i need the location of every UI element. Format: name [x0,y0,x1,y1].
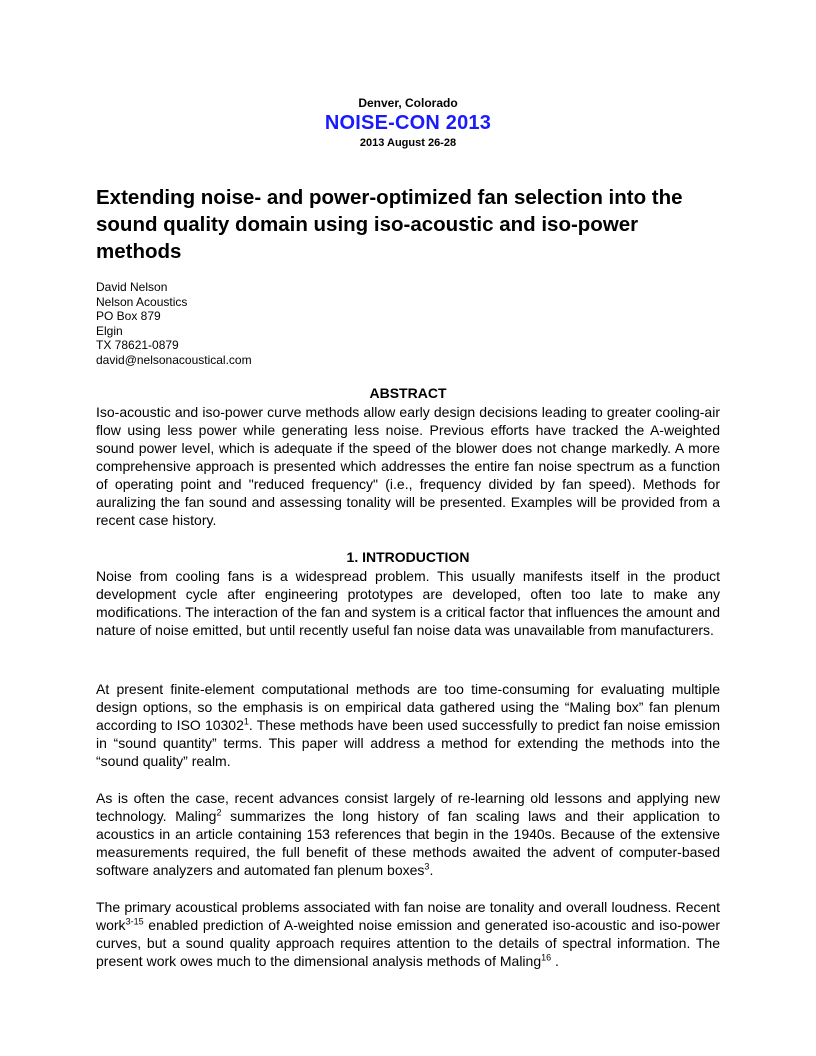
citation-3: 3 [424,861,430,872]
intro-p4-text-a: The primary acoustical problems associated with fan noise are tonality and overall loudness. Recent work [96,899,720,933]
abstract-heading: ABSTRACT [369,385,447,401]
citation-16: 16 [541,952,552,963]
intro-p4-text-b: enabled prediction of A-weighted noise emission and generated iso-acoustic and iso-power curves, but a sound quality approach requires attention to the details of spectral information. The present work owes much to the dimensional analysis methods of Maling [96,917,720,969]
citation-1: 1 [243,716,249,727]
intro-paragraph-3 [96,789,720,879]
introduction-heading: 1. INTRODUCTION [346,549,470,565]
abstract-text: Iso-acoustic and iso-power curve methods allow early design decisions leading to greater cooling-air flow using less power while generating less noise. Previous efforts have tracked the A-weighted sound power level, which is adequate if the speed of the blower does not change markedly. A more comprehensive approach is presented which addresses the entire fan noise spectrum as a function of operating point and "reduced frequency" (i.e., frequency divided by fan speed). Methods for auralizing the fan sound and assessing tonality will be presented. Examples will be provided from a recent case history. [96,404,720,528]
conference-location: Denver, Colorado [358,96,458,110]
author-city: Elgin [96,323,123,338]
author-organization: Nelson Acoustics [96,294,188,309]
intro-p4-text-c: . [551,953,559,969]
intro-paragraph-4 [96,898,720,970]
author-block [96,280,252,367]
paper-title: Extending noise- and power-optimized fan selection into the sound quality domain using iso-acoustic and iso-power methods [96,186,683,263]
intro-p3-text-b: summarizes the long history of fan scaling laws and their application to acoustics in an article containing 153 references that begin in the 1940s. Because of the extensive measurements required, the full benefit of these methods awaited the advent of computer-based software analyzers and automated fan plenum boxes [96,808,720,878]
intro-p3-text-c: . [429,862,434,878]
author-state-zip: TX 78621-0879 [96,338,179,352]
intro-p3-text-a: As is often the case, recent advances consist largely of re-learning old lessons and applying new technology. Maling [96,790,720,824]
citation-2: 2 [216,807,222,818]
intro-p2-text-a: At present finite-element computational methods are too time-consuming for evaluating multiple design options, so the emphasis is on empirical data gathered using the “Maling box” fan plenum according to ISO 10302 [96,681,720,733]
author-name: David Nelson [96,280,168,294]
citation-3-15: 3-15 [125,916,144,927]
intro-p2-text-b: . These methods have been used successfully to predict fan noise emission in “sound quantity” terms. This paper will address a method for extending the methods into the “sound quality” realm. [96,717,720,769]
author-po-box: PO Box 879 [96,309,161,323]
conference-name: NOISE-CON 2013 [324,112,492,134]
intro-paragraph-1: Noise from cooling fans is a widespread problem. This usually manifests itself in the product development cycle after engineering prototypes are developed, often too late to make any modifications. The interaction of the fan and system is a critical factor that influences the amount and nature of noise emitted, but until recently useful fan noise data was unavailable from manufacturers. [96,568,720,638]
conference-dates: 2013 August 26-28 [359,137,457,149]
intro-paragraph-2 [96,680,720,770]
author-email: david@nelsonacoustical.com [96,352,252,367]
